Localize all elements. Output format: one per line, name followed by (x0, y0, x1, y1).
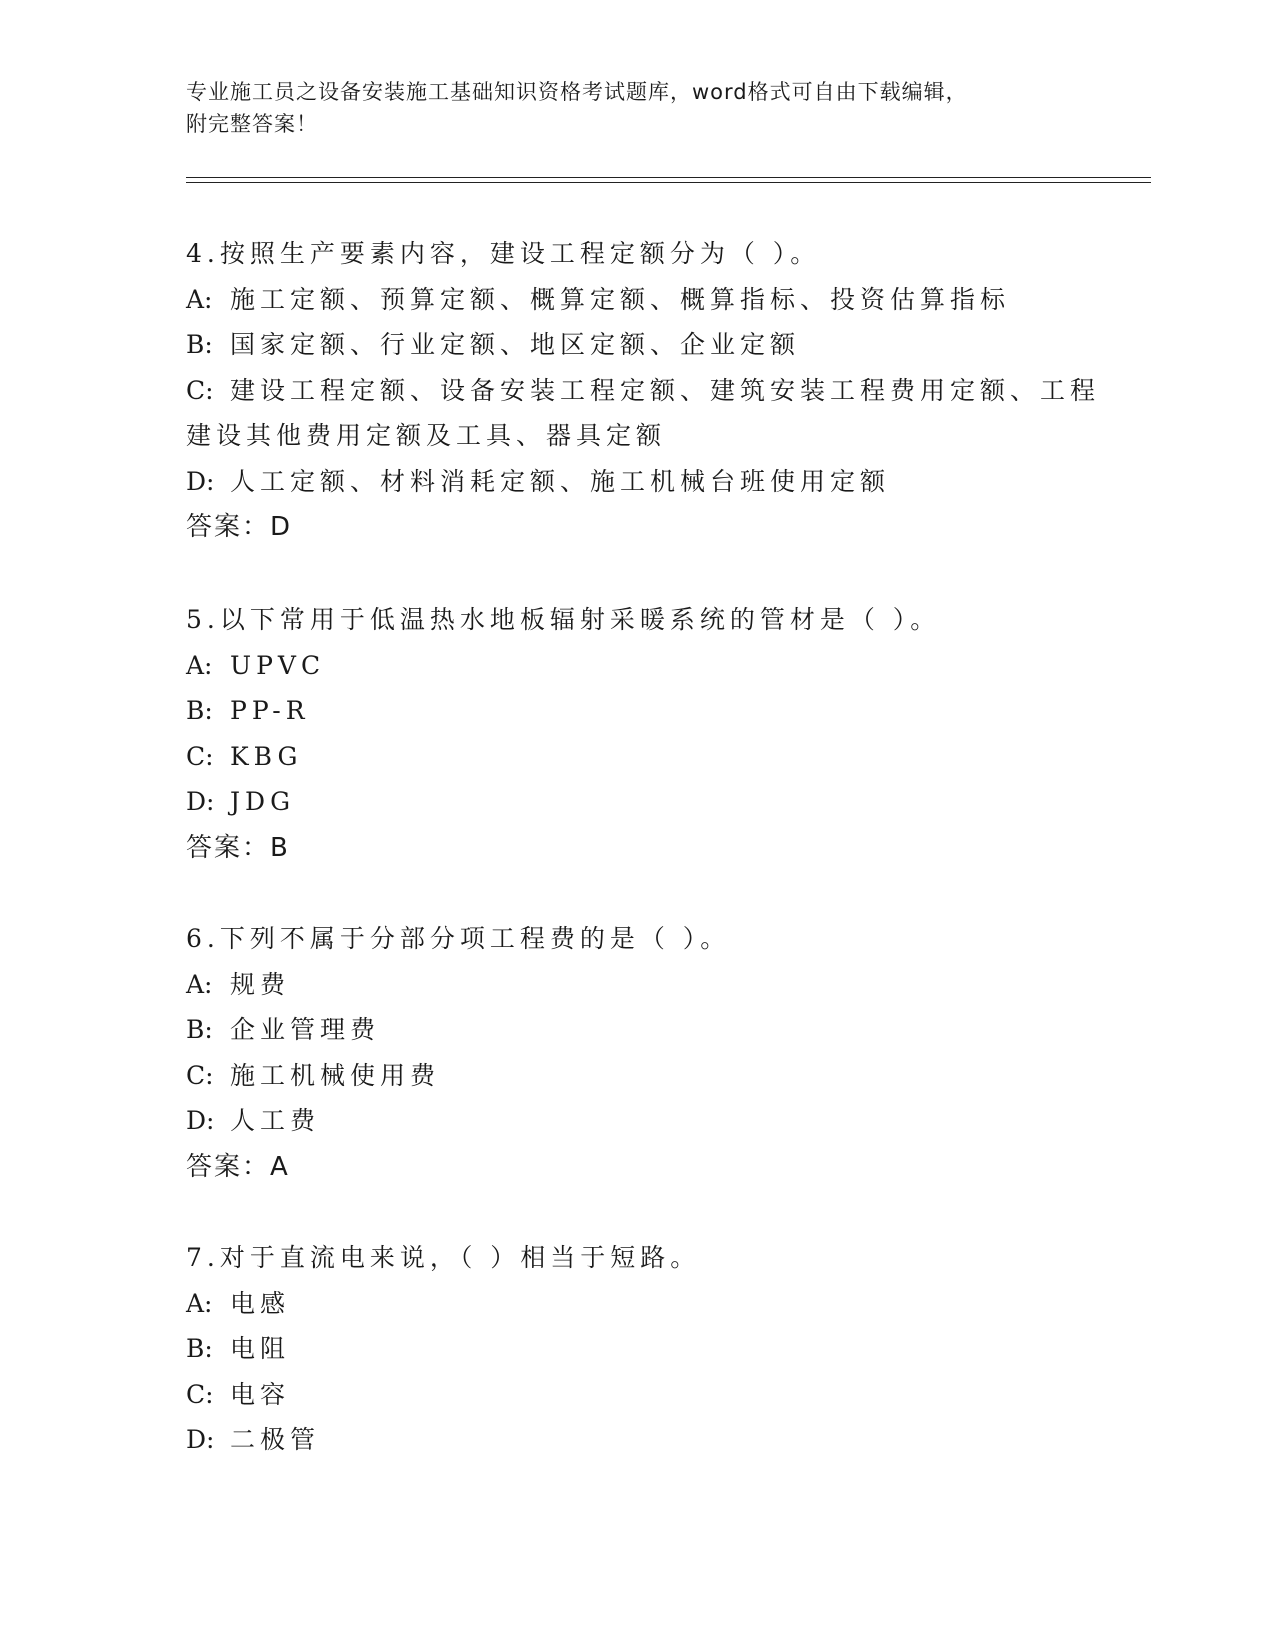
option-text: 人工费 (230, 1106, 321, 1135)
question-4 (186, 231, 1101, 550)
question-stem: 6.下列不属于分部分项工程费的是（ ）。 (186, 924, 731, 953)
option-text: JDG (230, 787, 296, 816)
option-key: C: (186, 375, 214, 405)
answer-line: 答案：A (186, 1151, 290, 1182)
option-text: 人工定额、材料消耗定额、施工机械台班使用定额 (230, 466, 891, 496)
option-text: 企业管理费 (230, 1015, 381, 1044)
option-text: 施工定额、预算定额、概算定额、概算指标、投资估算指标 (230, 284, 1011, 314)
option-d (186, 779, 1086, 825)
option-c (186, 734, 1086, 780)
option-key: B: (186, 1015, 213, 1044)
option-key: D: (186, 787, 215, 816)
option-c (186, 368, 1101, 414)
option-c (186, 1053, 1086, 1099)
option-key: C: (186, 1060, 214, 1090)
option-key: B: (186, 696, 213, 725)
option-d (186, 1098, 1086, 1144)
option-b (186, 322, 1086, 368)
option-text: 规费 (230, 969, 291, 999)
option-key: C: (186, 1379, 214, 1409)
option-key: B: (186, 330, 213, 359)
option-key: D: (186, 1106, 215, 1135)
option-b (186, 1326, 1086, 1372)
header-divider-top (186, 177, 1151, 178)
option-key: A: (186, 1288, 213, 1318)
option-text: 电容 (230, 1379, 291, 1409)
option-key: A: (186, 969, 213, 999)
answer-line: 答案：B (186, 832, 290, 863)
option-text: 施工机械使用费 (230, 1060, 441, 1090)
option-key: D: (186, 1425, 215, 1454)
header-line-2: 附完整答案！ (186, 112, 318, 136)
option-c-continued: 建设其他费用定额及工具、器具定额 (186, 421, 667, 450)
option-key: A: (186, 284, 213, 314)
header-divider-bottom (186, 182, 1151, 183)
option-a (186, 643, 1086, 689)
option-b (186, 1007, 1086, 1053)
option-text: KBG (230, 741, 303, 771)
option-a (186, 962, 1086, 1008)
option-c (186, 1372, 1086, 1418)
option-text: 国家定额、行业定额、地区定额、企业定额 (230, 330, 801, 359)
option-text: 建设工程定额、设备安装工程定额、建筑安装工程费用定额、工程 (230, 375, 1101, 405)
option-text: PP-R (230, 696, 310, 725)
option-a (186, 277, 1086, 323)
option-d (186, 459, 1086, 505)
question-7 (186, 1235, 1086, 1463)
option-b (186, 688, 1086, 734)
option-key: D: (186, 466, 215, 496)
option-text: 电感 (230, 1288, 291, 1318)
question-6 (186, 916, 1086, 1190)
header-line-1: 专业施工员之设备安装施工基础知识资格考试题库，word格式可自由下载编辑， (186, 80, 968, 104)
option-text: 二极管 (230, 1425, 321, 1454)
question-stem: 7.对于直流电来说，（ ）相当于短路。 (186, 1243, 701, 1272)
question-stem: 5.以下常用于低温热水地板辐射采暖系统的管材是（ ）。 (186, 605, 941, 634)
document-header (186, 76, 1066, 140)
option-key: A: (186, 650, 213, 680)
option-key: B: (186, 1334, 213, 1363)
question-stem: 4.按照生产要素内容，建设工程定额分为（ ）。 (186, 239, 821, 268)
option-text: 电阻 (230, 1334, 291, 1363)
option-key: C: (186, 741, 214, 771)
option-a (186, 1281, 1086, 1327)
question-5 (186, 597, 1086, 871)
answer-line: 答案：D (186, 512, 293, 542)
option-text: UPVC (230, 650, 326, 680)
option-d (186, 1417, 1086, 1463)
